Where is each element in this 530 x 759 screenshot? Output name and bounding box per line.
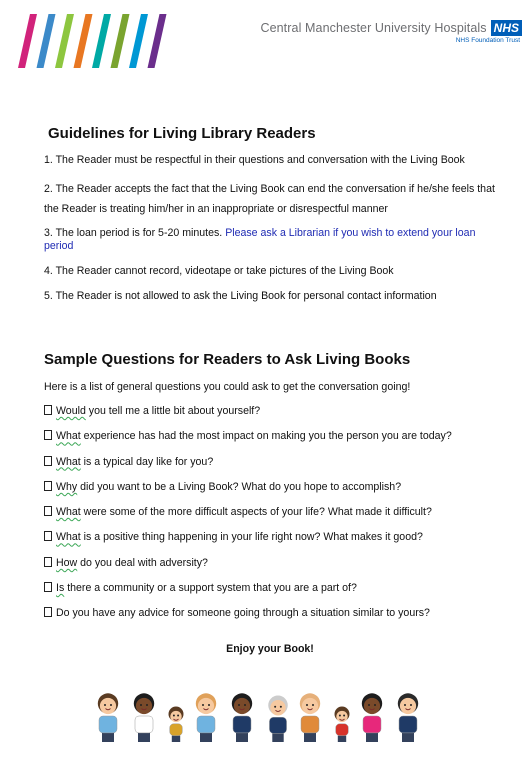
bullet-box-icon	[44, 531, 52, 541]
person-figure-icon	[398, 693, 418, 742]
question-text: there a community or a support system that you are a part of?	[64, 582, 357, 595]
question-lead: Is	[56, 582, 65, 595]
rule-item: 4. The Reader cannot record, videotape or take pictures of the Living Book	[44, 265, 394, 277]
question-text: do you deal with adversity?	[77, 556, 208, 569]
org-name: Central Manchester University Hospitals	[260, 21, 487, 35]
org-subtitle: NHS Foundation Trust	[455, 37, 520, 44]
guidelines-title: Guidelines for Living Library Readers	[48, 125, 316, 142]
person-figure-icon	[98, 693, 118, 742]
question-text: Do you have any advice for someone going through a situation similar to yours?	[56, 607, 430, 620]
bullet-box-icon	[44, 430, 52, 440]
rule-item: 2. The Reader accepts the fact that the Living Book can end the conversation if he/she feels that the Reader is treating him/her in an inappropriate or disrespectful manner	[44, 183, 495, 215]
question-lead: What	[56, 531, 81, 544]
logo-stripe	[18, 14, 37, 68]
logo-stripe	[55, 14, 74, 68]
person-figure-icon	[268, 696, 288, 743]
logo-stripe	[148, 14, 167, 68]
question-item	[44, 557, 452, 582]
question-lead: Why	[56, 480, 78, 493]
question-lead: What	[56, 506, 81, 519]
bullet-box-icon	[44, 557, 52, 567]
rule-item	[44, 227, 500, 253]
question-item	[44, 582, 452, 607]
questions-intro: Here is a list of general questions you could ask to get the conversation going!	[44, 381, 411, 393]
hospital-logo	[260, 20, 522, 44]
nhs-badge: NHS	[491, 20, 522, 36]
bullet-box-icon	[44, 506, 52, 516]
rule-item: 5. The Reader is not allowed to ask the Living Book for personal contact information	[44, 290, 437, 302]
questions-title: Sample Questions for Readers to Ask Living Books	[44, 351, 411, 368]
person-figure-icon	[134, 693, 154, 742]
question-text: did you want to be a Living Book? What do you hope to accomplish?	[77, 480, 402, 493]
guidelines-list	[44, 154, 500, 303]
question-item	[44, 531, 452, 556]
question-lead: Would	[56, 405, 86, 417]
question-lead: How	[56, 556, 78, 569]
bullet-box-icon	[44, 607, 52, 617]
logo-stripe	[74, 14, 93, 68]
question-item	[44, 506, 452, 531]
question-lead: What	[56, 430, 81, 443]
question-text: you tell me a little bit about yourself?	[85, 405, 261, 417]
rule-item: 1. The Reader must be respectful in their questions and conversation with the Living Book	[44, 154, 465, 166]
person-figure-icon	[362, 693, 382, 742]
question-item	[44, 430, 452, 455]
person-figure-icon	[196, 693, 216, 742]
person-figure-icon	[232, 693, 252, 742]
question-text: is a typical day like for you?	[80, 455, 214, 468]
logo-stripe	[37, 14, 56, 68]
logo-stripes	[14, 14, 174, 68]
person-figure-icon	[300, 693, 320, 742]
questions-list	[44, 405, 452, 633]
person-figure-icon	[335, 707, 350, 743]
question-item	[44, 481, 452, 506]
question-item	[44, 607, 452, 632]
question-text: were some of the more difficult aspects of your life? What made it difficult?	[80, 506, 432, 519]
people-illustration	[96, 684, 436, 744]
question-lead: What	[56, 455, 81, 468]
question-text: is a positive thing happening in your life right now? What makes it good?	[80, 531, 423, 544]
person-figure-icon	[169, 707, 184, 743]
logo-stripe	[111, 14, 130, 68]
question-text: experience has had the most impact on making you the person you are today?	[80, 430, 452, 443]
bullet-box-icon	[44, 582, 52, 592]
bullet-box-icon	[44, 456, 52, 466]
question-item	[44, 405, 452, 430]
question-item	[44, 456, 452, 481]
bullet-box-icon	[44, 405, 52, 415]
bullet-box-icon	[44, 481, 52, 491]
rule-highlight: Please ask a Librarian if you wish to extend your loan period	[44, 227, 476, 252]
logo-stripe	[92, 14, 111, 68]
logo-stripe	[129, 14, 148, 68]
closing-text: Enjoy your Book!	[226, 643, 314, 655]
rule-text: 3. The loan period is for 5-20 minutes.	[44, 227, 223, 239]
